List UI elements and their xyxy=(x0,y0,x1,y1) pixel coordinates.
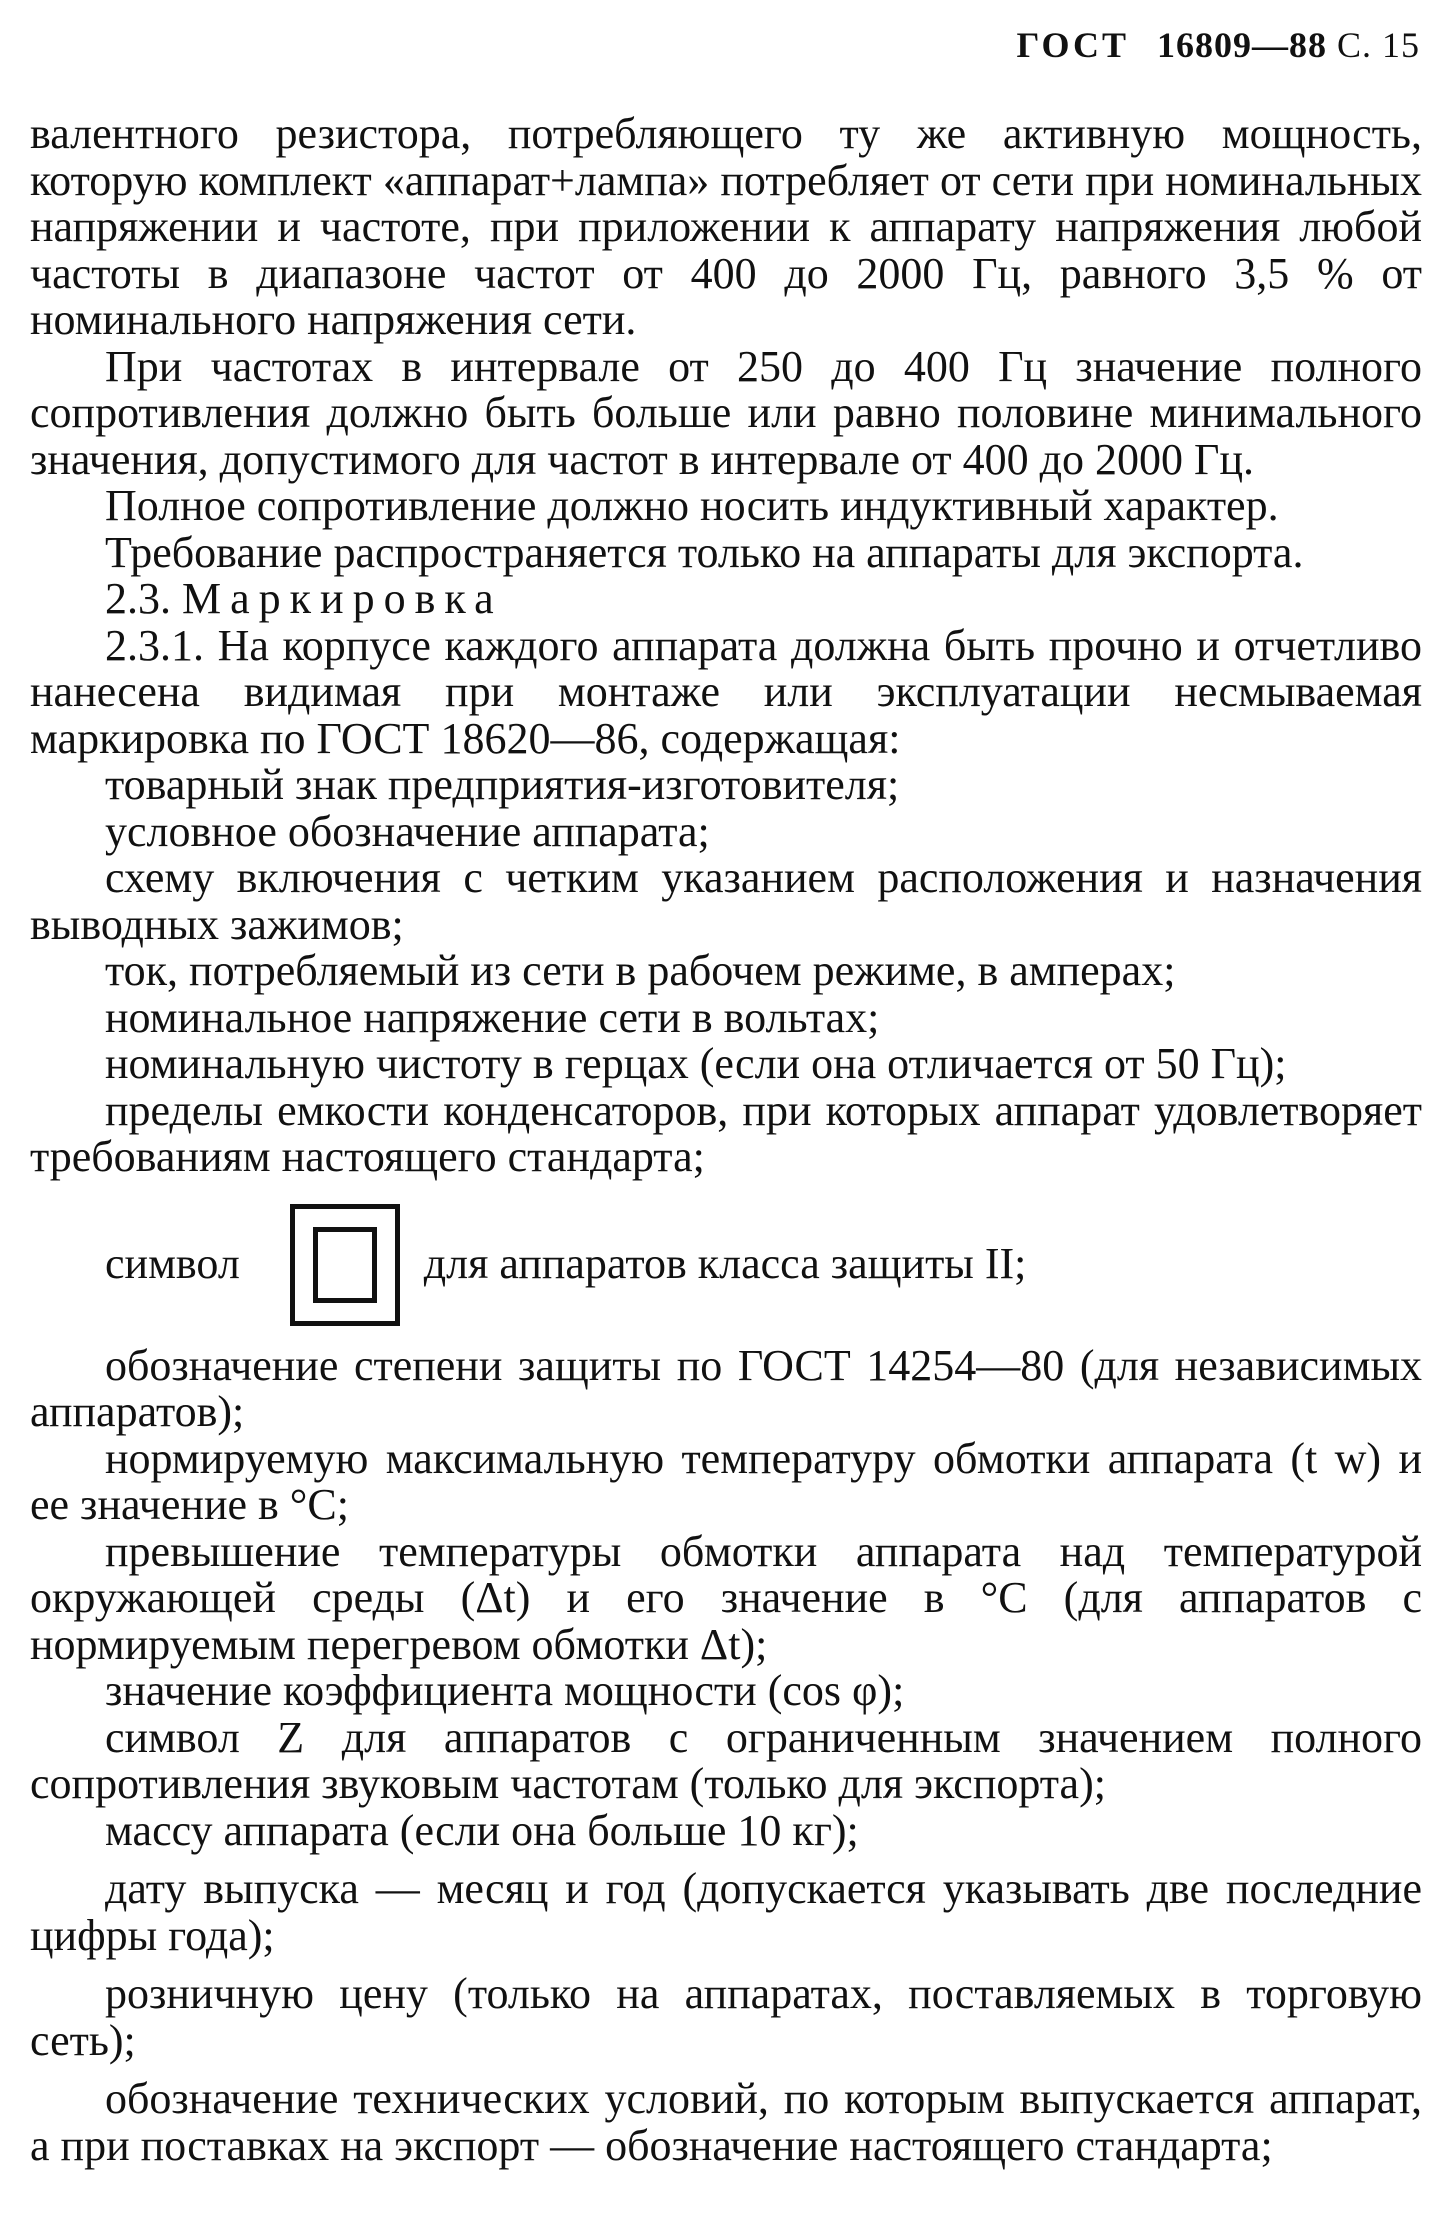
list-item: номинальную чистоту в герцах (если она отличается от 50 Гц); xyxy=(105,1039,1287,1088)
paragraph-inductive: Полное сопротивление должно носить индуктивный характер. xyxy=(105,481,1279,530)
list-item: символ Z для аппаратов с ограниченным значением полного сопротивления звуковым частотам (только для экспорта); xyxy=(30,1712,1422,1808)
page-header xyxy=(1017,22,1420,68)
list-item: ток, потребляемый из сети в рабочем режиме, в амперах; xyxy=(105,946,1176,995)
paragraph-2-3-1: 2.3.1. На корпусе каждого аппарата должна быть прочно и отчетливо нанесена видимая при монтаже или эксплуатации несмываемая маркировка по ГОСТ 18620—86, содержащая: xyxy=(30,620,1422,763)
list-item: нормируемую максимальную температуру обмотки аппарата (t w) и ее значение в °С; xyxy=(30,1433,1422,1529)
marking-list-1 xyxy=(30,762,1422,1181)
list-item: розничную цену (только на аппаратах, поставляемых в торговую сеть); xyxy=(30,1969,1422,2065)
section-number: 2.3. xyxy=(105,574,171,623)
page-body xyxy=(30,111,1422,2169)
list-item: товарный знак предприятия-изготовителя; xyxy=(105,760,900,809)
list-item: значение коэффициента мощности (cos φ); xyxy=(105,1666,905,1715)
header-page-number: С. 15 xyxy=(1336,25,1420,65)
marking-list-2 xyxy=(30,1340,1422,1855)
section-title: Маркировка xyxy=(182,574,503,623)
list-item: дату выпуска — месяц и год (допускается указывать две последние цифры года); xyxy=(30,1864,1422,1960)
marking-list-3 xyxy=(30,1866,1422,2169)
list-item: условное обозначение аппарата; xyxy=(105,806,710,856)
class-ii-inner-square xyxy=(313,1227,377,1303)
list-item: пределы емкости конденсаторов, при которых аппарат удовлетворяет требованиям настоящего стандарта; xyxy=(30,1085,1422,1181)
paragraph-export-requirement: Требование распространяется только на аппараты для экспорта. xyxy=(105,527,1304,577)
list-item: превышение температуры обмотки аппарата над температурой окружающей среды (Δt) и его значение в °С (для аппаратов с нормируемым перегревом обмотки Δt); xyxy=(30,1526,1422,1669)
paragraph-continuation: валентного резистора, потребляющего ту же активную мощность, которую комплект «аппарат+лампа» потребляет от сети при номинальных напряжении и частоте, при приложении к аппарату напряжения любой частоты в диапазоне частот от 400 до 2000 Гц, равного 3,5 % от номинального напряжения сети. xyxy=(30,109,1422,344)
header-standard-number: 16809—88 xyxy=(1156,25,1327,65)
list-item: схему включения с четким указанием расположения и назначения выводных зажимов; xyxy=(30,853,1422,949)
section-heading xyxy=(30,576,1422,623)
list-item: массу аппарата (если она больше 10 кг); xyxy=(105,1805,859,1855)
class-ii-symbol-row xyxy=(30,1199,1422,1331)
class-ii-double-square-icon xyxy=(290,1204,400,1326)
list-item: обозначение технических условий, по которым выпускается аппарат, а при поставках на экспорт — обозначение настоящего стандарта; xyxy=(30,2074,1422,2170)
symbol-label: символ xyxy=(105,1239,240,1289)
list-item: обозначение степени защиты по ГОСТ 14254—80 (для независимых аппаратов); xyxy=(30,1340,1422,1436)
header-standard-label: ГОСТ xyxy=(1016,25,1129,65)
paragraph-frequency-range: При частотах в интервале от 250 до 400 Гц значение полного сопротивления должно быть больше или равно половине минимального значения, допустимого для частот в интервале от 400 до 2000 Гц. xyxy=(30,341,1422,484)
list-item: номинальное напряжение сети в вольтах; xyxy=(105,992,880,1042)
symbol-description: для аппаратов класса защиты II; xyxy=(423,1239,1027,1289)
